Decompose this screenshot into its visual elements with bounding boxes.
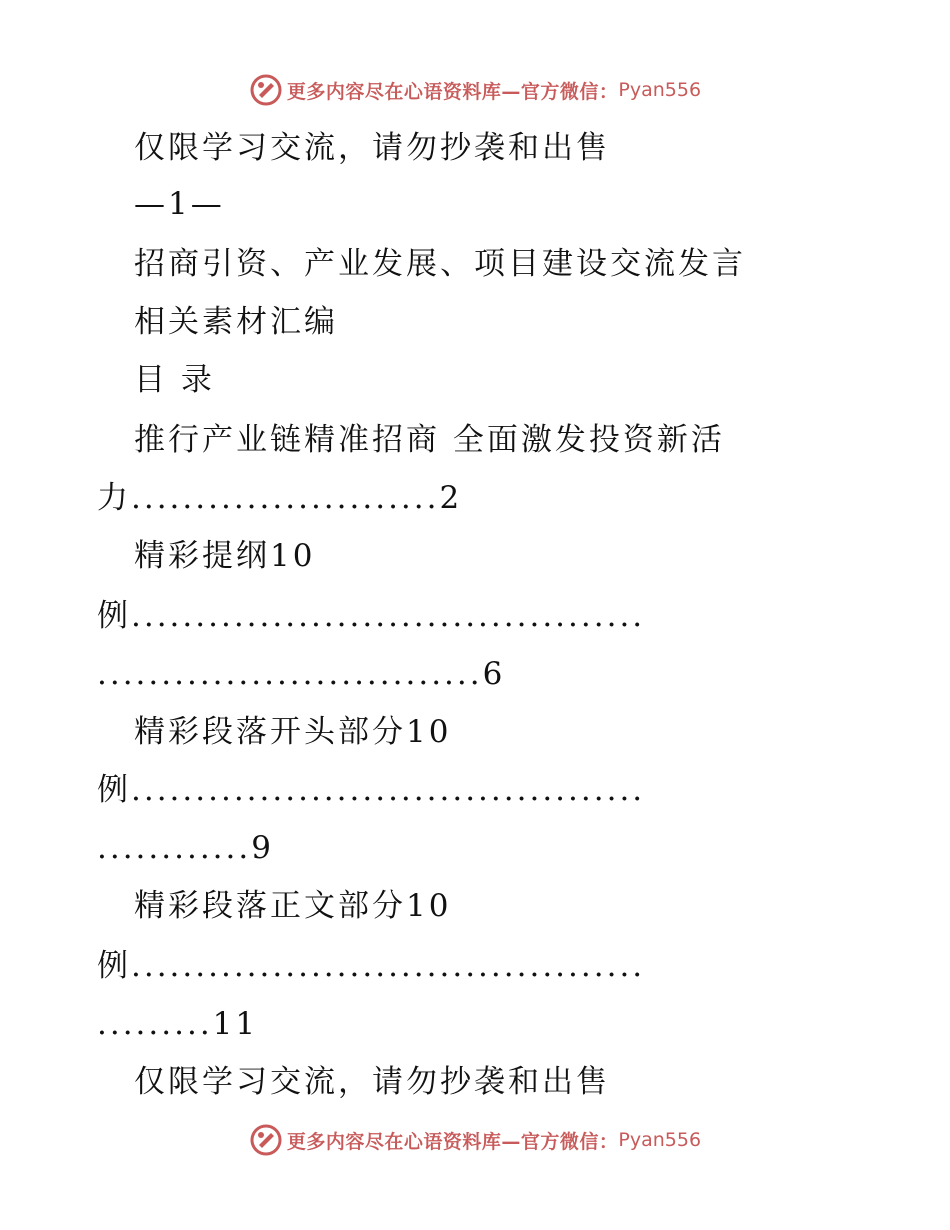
brand-logo-icon [249,1123,283,1157]
banner-wechat: Pyan556 [618,1129,702,1151]
toc-entry-3-dots: 例........................................ [97,772,646,808]
toc-entry-3-dots-cont: ............9 [97,830,274,866]
footer-banner [0,1120,950,1160]
doc-title: 招商引资、产业发展、项目建设交流发言 [134,246,746,282]
banner-text: 更多内容尽在心语资料库—官方微信： [286,80,619,103]
toc-entry-3-title: 精彩段落开头部分10 [134,714,452,750]
doc-subtitle: 相关素材汇编 [134,304,338,340]
toc-heading: 目 录 [134,362,215,398]
header-banner [0,70,950,110]
page-number: —1— [134,186,225,222]
banner-text: 更多内容尽在心语资料库—官方微信： [286,1130,619,1153]
notice-bottom: 仅限学习交流，请勿抄袭和出售 [134,1064,610,1100]
toc-entry-1-title: 推行产业链精准招商 全面激发投资新活 [134,422,725,458]
toc-entry-2-title: 精彩提纲10 [134,538,316,574]
toc-entry-1-dots: 力........................2 [97,480,463,516]
notice-top: 仅限学习交流，请勿抄袭和出售 [134,130,610,166]
toc-entry-2-dots: 例........................................ [97,598,646,634]
banner-wechat: Pyan556 [618,79,702,101]
toc-entry-2-dots-cont: ..............................6 [97,656,506,692]
brand-logo-icon [249,73,283,107]
toc-entry-4-dots: 例........................................ [97,948,646,984]
toc-entry-4-title: 精彩段落正文部分10 [134,888,452,924]
toc-entry-4-dots-cont: .........11 [97,1006,259,1042]
